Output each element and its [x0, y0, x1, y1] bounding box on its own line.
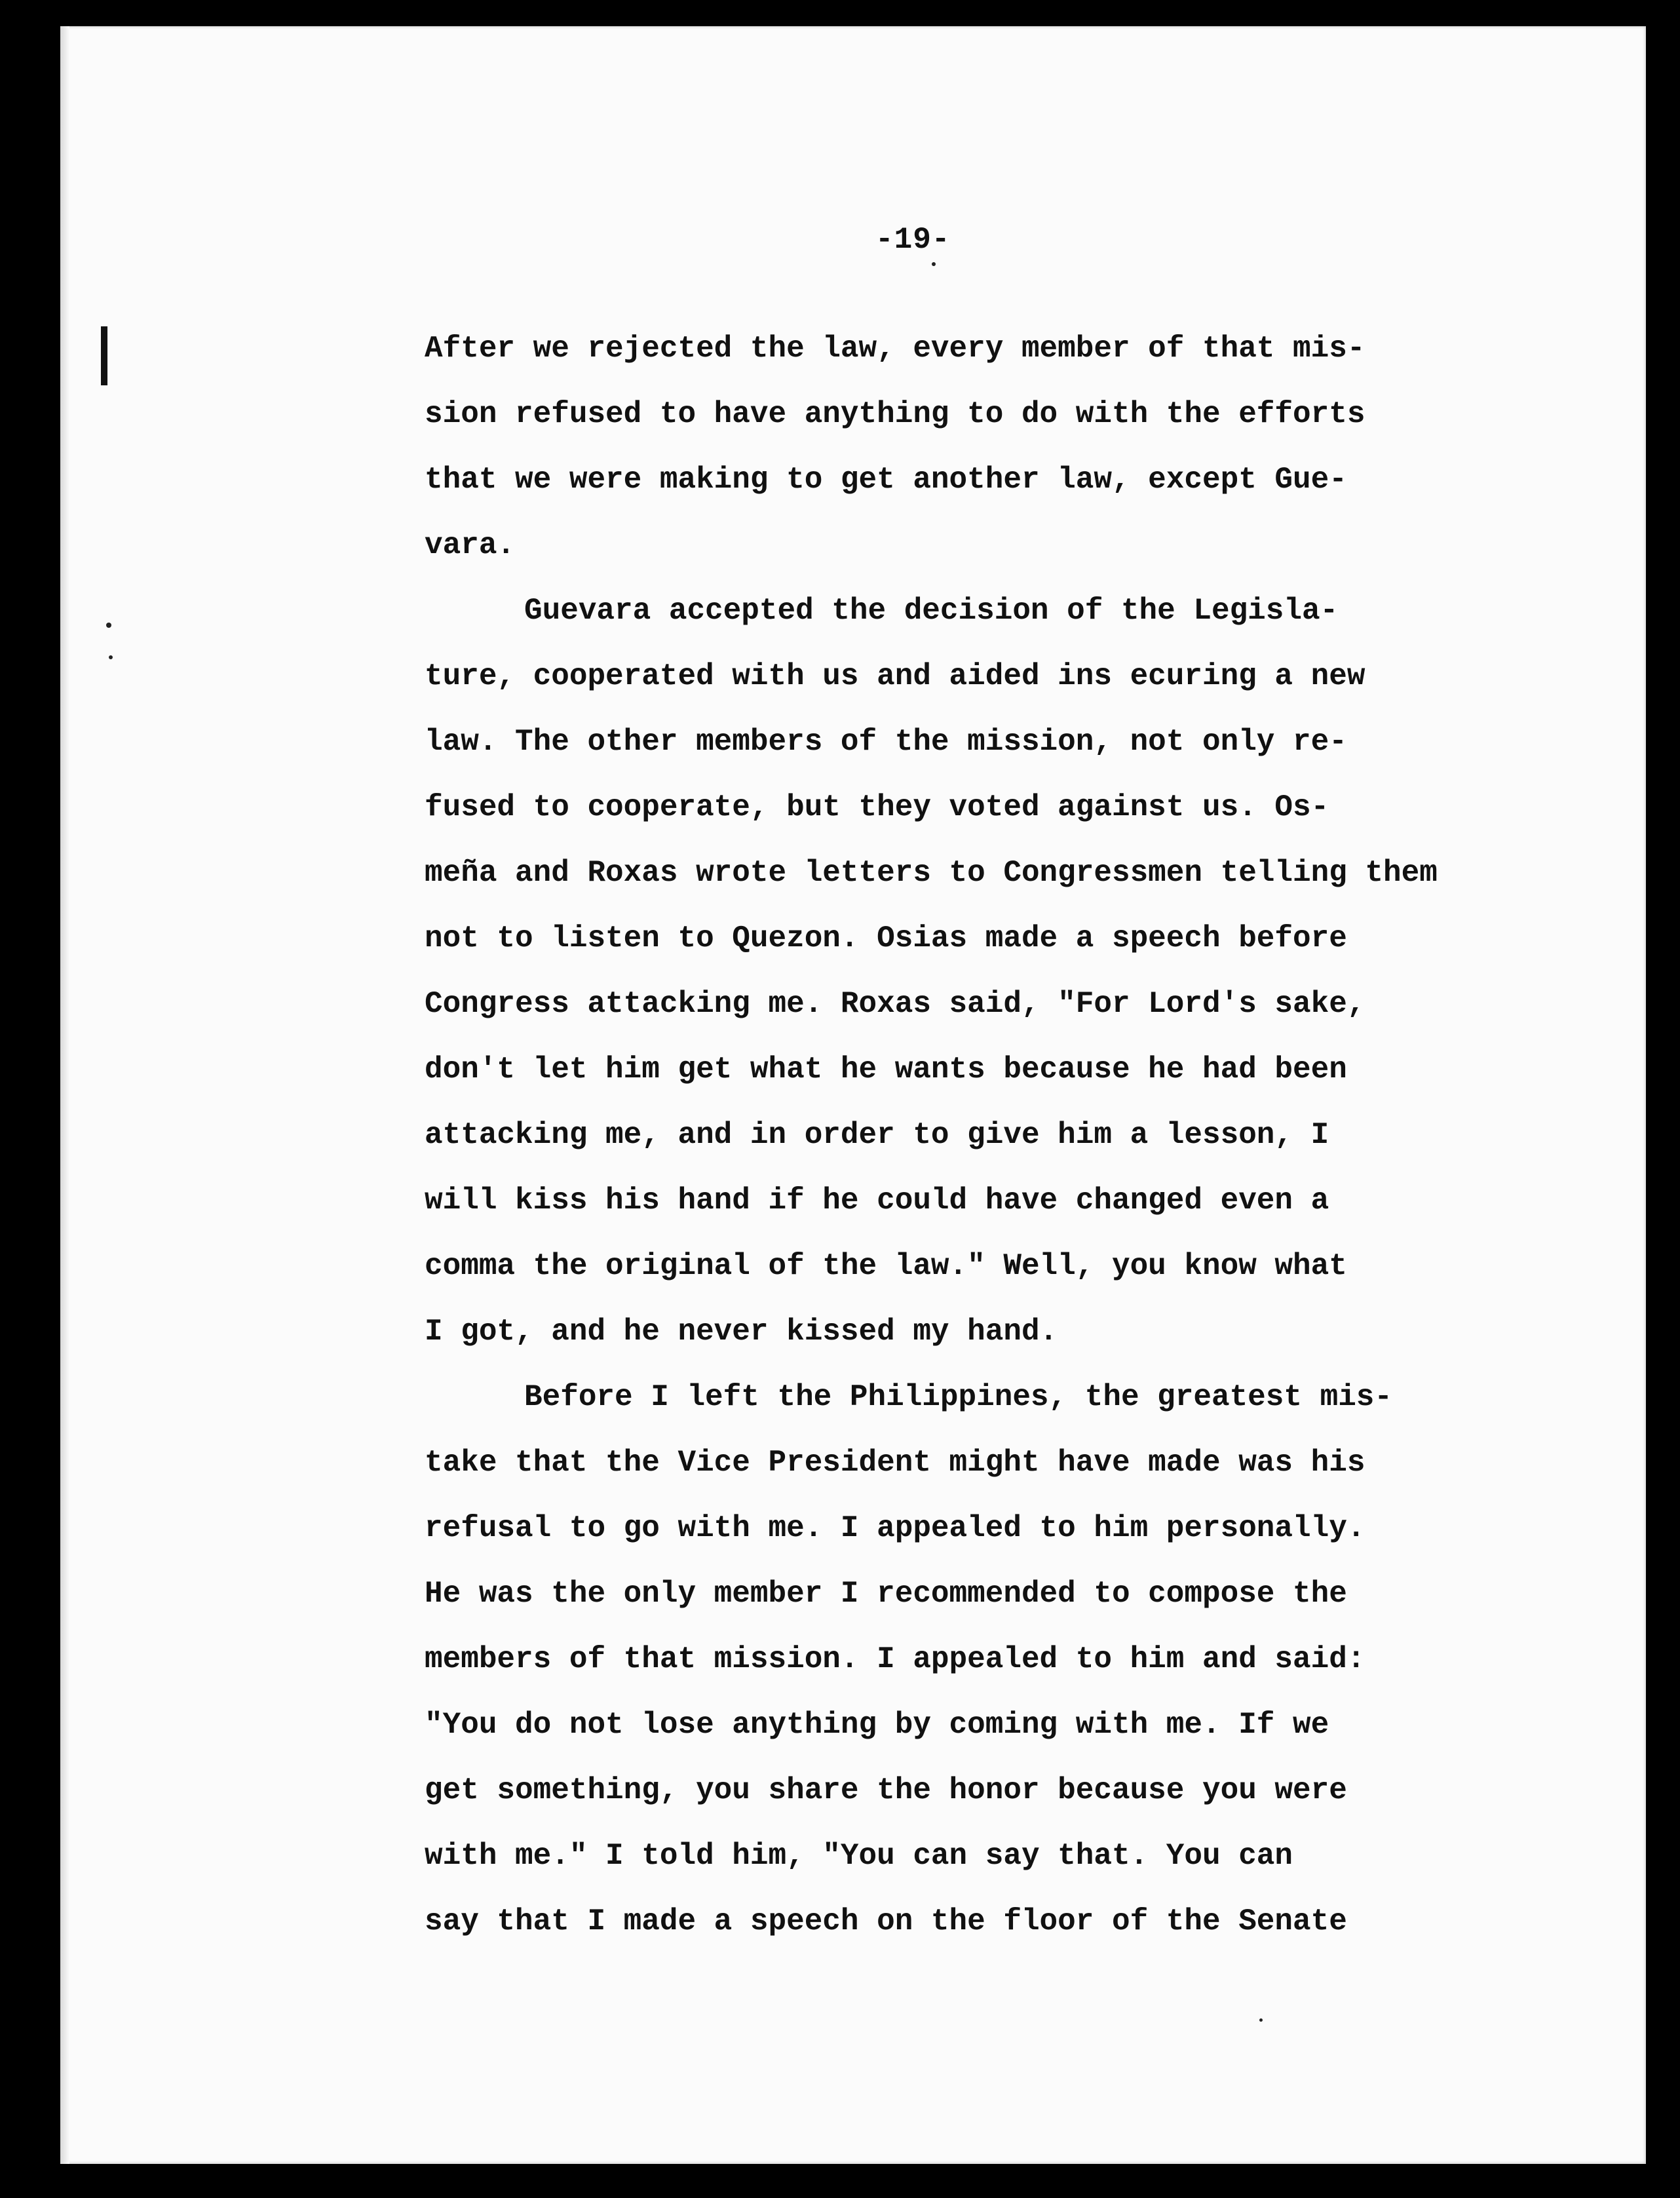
text-line: comma the original of the law." Well, you know what	[425, 1249, 1347, 1283]
text-line: will kiss his hand if he could have changed even a	[425, 1184, 1329, 1218]
text-line: with me." I told him, "You can say that. You can	[425, 1839, 1293, 1873]
typewritten-text-body	[425, 316, 1617, 1954]
page-number: -19-	[875, 223, 951, 257]
text-line: Before I left the Philippines, the greatest mis-	[524, 1380, 1393, 1414]
scan-speck	[1259, 2018, 1263, 2022]
text-line: I got, and he never kissed my hand.	[425, 1315, 1058, 1349]
text-line: don't let him get what he wants because he had been	[425, 1052, 1347, 1087]
text-line: members of that mission. I appealed to him and said:	[425, 1642, 1365, 1676]
text-line: ture, cooperated with us and aided ins ecuring a new	[425, 659, 1365, 693]
text-line: not to listen to Quezon. Osias made a speech before	[425, 921, 1347, 955]
text-line: say that I made a speech on the floor of the Senate	[425, 1904, 1347, 1938]
text-line: vara.	[425, 528, 516, 562]
text-line: attacking me, and in order to give him a lesson, I	[425, 1118, 1329, 1152]
text-line: get something, you share the honor because you were	[425, 1773, 1347, 1807]
text-line: law. The other members of the mission, not only re-	[425, 725, 1347, 759]
scan-speck	[106, 623, 111, 628]
text-line: Guevara accepted the decision of the Legisla-	[524, 594, 1339, 628]
text-line: that we were making to get another law, except Gue-	[425, 463, 1347, 497]
page-edge-shadow	[60, 26, 69, 2164]
text-line: sion refused to have anything to do with the efforts	[425, 397, 1365, 431]
document-page	[60, 26, 1646, 2164]
text-line: fused to cooperate, but they voted against us. Os-	[425, 790, 1329, 824]
text-line: refusal to go with me. I appealed to him personally.	[425, 1511, 1365, 1545]
text-line: "You do not lose anything by coming with me. If we	[425, 1708, 1329, 1742]
text-line: meña and Roxas wrote letters to Congressmen telling them	[425, 856, 1438, 890]
scan-speck	[932, 262, 936, 266]
text-line: He was the only member I recommended to compose the	[425, 1577, 1347, 1611]
text-line: Congress attacking me. Roxas said, "For Lord's sake,	[425, 987, 1365, 1021]
text-line: After we rejected the law, every member of that mis-	[425, 332, 1365, 366]
text-line: take that the Vice President might have made was his	[425, 1446, 1365, 1480]
scan-speck	[109, 655, 113, 659]
binding-mark	[101, 326, 107, 385]
